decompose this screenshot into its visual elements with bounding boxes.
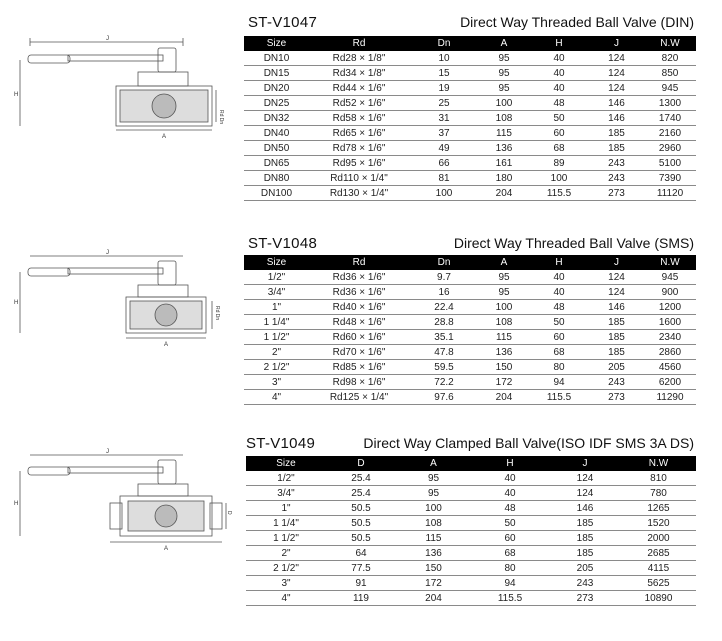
table-cell: 180: [479, 171, 529, 186]
table-cell: 185: [589, 330, 644, 345]
table-cell: 95: [479, 51, 529, 66]
table-cell: 115.5: [529, 186, 589, 201]
table-body: [244, 51, 696, 201]
table-cell: DN10: [244, 51, 309, 66]
table-cell: 108: [479, 315, 529, 330]
table-cell: 25.4: [326, 471, 396, 486]
table-cell: 115: [396, 531, 471, 546]
table-cell: 124: [549, 471, 621, 486]
table-cell: 172: [479, 375, 529, 390]
table-row: [244, 51, 696, 66]
spec-table-clamped: [246, 456, 696, 606]
table-row: [244, 186, 696, 201]
table-cell: 115: [479, 330, 529, 345]
table-cell: 820: [644, 51, 696, 66]
table-row: [244, 81, 696, 96]
table-cell: 40: [529, 51, 589, 66]
table-cell: 204: [396, 591, 471, 606]
table-cell: 150: [479, 360, 529, 375]
dim-h-label: H: [14, 300, 19, 306]
table-cell: 810: [621, 471, 696, 486]
col-header: D: [326, 456, 396, 471]
table-cell: Rd52 × 1/6": [309, 96, 409, 111]
table-cell: 1 1/2": [246, 531, 326, 546]
table-cell: 1520: [621, 516, 696, 531]
table-cell: 124: [589, 285, 644, 300]
table-cell: 243: [589, 375, 644, 390]
table-cell: 243: [549, 576, 621, 591]
table-cell: 100: [409, 186, 479, 201]
table-cell: 72.2: [409, 375, 479, 390]
table-cell: 4": [244, 390, 309, 405]
table-row: [246, 576, 696, 591]
table-cell: 7390: [644, 171, 696, 186]
table-cell: Rd110 × 1/4": [309, 171, 409, 186]
table-row: [244, 141, 696, 156]
col-header: N.W: [644, 36, 696, 51]
product-code: ST-V1049: [246, 435, 316, 452]
col-header: Size: [246, 456, 326, 471]
spec-table-sms: [244, 255, 696, 405]
table-cell: 124: [589, 66, 644, 81]
table-cell: DN65: [244, 156, 309, 171]
table-body: [246, 471, 696, 606]
table-row: [246, 531, 696, 546]
product-code: ST-V1048: [248, 235, 318, 252]
table-cell: 16: [409, 285, 479, 300]
table-cell: 10: [409, 51, 479, 66]
table-cell: Rd70 × 1/6": [309, 345, 409, 360]
table-cell: 48: [529, 300, 589, 315]
table-cell: 50: [529, 315, 589, 330]
table-cell: 136: [396, 546, 471, 561]
table-cell: 1": [244, 300, 309, 315]
table-cell: 108: [479, 111, 529, 126]
col-header: A: [396, 456, 471, 471]
table-cell: 11120: [644, 186, 696, 201]
col-header: J: [549, 456, 621, 471]
dim-h-label: H: [14, 501, 19, 507]
table-cell: 185: [589, 315, 644, 330]
table-cell: DN50: [244, 141, 309, 156]
table-cell: 91: [326, 576, 396, 591]
dim-side-label: Rd Dn: [218, 110, 224, 125]
table-cell: 15: [409, 66, 479, 81]
table-cell: 37: [409, 126, 479, 141]
dim-a-label: A: [164, 342, 169, 348]
table-cell: 1740: [644, 111, 696, 126]
table-cell: 3": [244, 375, 309, 390]
table-cell: 136: [479, 345, 529, 360]
col-header: J: [589, 36, 644, 51]
col-header: Dn: [409, 36, 479, 51]
table-cell: 185: [549, 546, 621, 561]
table-cell: 77.5: [326, 561, 396, 576]
product-title: Direct Way Threaded Ball Valve (DIN): [460, 14, 694, 30]
table-cell: 25: [409, 96, 479, 111]
table-cell: DN15: [244, 66, 309, 81]
table-row: [244, 111, 696, 126]
table-cell: 146: [589, 111, 644, 126]
table-row: [244, 96, 696, 111]
table-cell: 10890: [621, 591, 696, 606]
table-cell: 3/4": [244, 285, 309, 300]
col-header: Dn: [409, 255, 479, 270]
table-cell: 2960: [644, 141, 696, 156]
table-cell: 50.5: [326, 501, 396, 516]
table-cell: 40: [471, 486, 549, 501]
table-cell: 5100: [644, 156, 696, 171]
table-cell: 2685: [621, 546, 696, 561]
table-cell: 115: [479, 126, 529, 141]
table-cell: 89: [529, 156, 589, 171]
table-row: [246, 561, 696, 576]
table-cell: 2 1/2": [244, 360, 309, 375]
valve-drawing-din: [8, 30, 228, 145]
table-row: [244, 66, 696, 81]
table-cell: 945: [644, 81, 696, 96]
table-cell: 2160: [644, 126, 696, 141]
col-header: Size: [244, 255, 309, 270]
table-cell: Rd28 × 1/8": [309, 51, 409, 66]
table-cell: 2860: [644, 345, 696, 360]
valve-drawing-sms: [8, 246, 228, 351]
table-cell: Rd36 × 1/6": [309, 270, 409, 285]
table-cell: DN100: [244, 186, 309, 201]
table-cell: 185: [549, 516, 621, 531]
table-cell: 119: [326, 591, 396, 606]
table-cell: 5625: [621, 576, 696, 591]
table-cell: 68: [529, 141, 589, 156]
table-row: [246, 591, 696, 606]
table-cell: DN25: [244, 96, 309, 111]
table-cell: 31: [409, 111, 479, 126]
table-cell: 124: [589, 51, 644, 66]
table-cell: Rd58 × 1/6": [309, 111, 409, 126]
table-cell: 40: [529, 66, 589, 81]
spec-table-din: [244, 36, 696, 201]
table-cell: 146: [549, 501, 621, 516]
table-cell: 59.5: [409, 360, 479, 375]
table-header-row: [244, 36, 696, 51]
col-header: H: [529, 255, 589, 270]
table-cell: 273: [589, 390, 644, 405]
table-cell: 68: [529, 345, 589, 360]
table-cell: 95: [396, 471, 471, 486]
col-header: Rd: [309, 36, 409, 51]
dim-h-label: H: [14, 92, 19, 98]
table-cell: 40: [529, 285, 589, 300]
table-cell: 100: [529, 171, 589, 186]
table-cell: Rd40 × 1/6": [309, 300, 409, 315]
product-code: ST-V1047: [248, 14, 318, 31]
table-cell: 2000: [621, 531, 696, 546]
table-cell: 1 1/4": [244, 315, 309, 330]
table-row: [244, 270, 696, 285]
table-cell: 64: [326, 546, 396, 561]
table-row: [244, 360, 696, 375]
table-cell: 68: [471, 546, 549, 561]
table-cell: 95: [396, 486, 471, 501]
table-cell: 124: [589, 81, 644, 96]
table-cell: 243: [589, 156, 644, 171]
table-cell: 81: [409, 171, 479, 186]
col-header: H: [471, 456, 549, 471]
table-cell: 124: [589, 270, 644, 285]
table-cell: Rd60 × 1/6": [309, 330, 409, 345]
valve-drawing-clamped: [8, 445, 233, 555]
table-cell: 136: [479, 141, 529, 156]
table-cell: Rd34 × 1/8": [309, 66, 409, 81]
table-cell: Rd85 × 1/6": [309, 360, 409, 375]
table-cell: 172: [396, 576, 471, 591]
table-cell: 60: [471, 531, 549, 546]
table-cell: 4115: [621, 561, 696, 576]
table-cell: 146: [589, 96, 644, 111]
table-cell: 11290: [644, 390, 696, 405]
table-cell: 60: [529, 330, 589, 345]
table-cell: 4": [246, 591, 326, 606]
product-title: Direct Way Clamped Ball Valve(ISO IDF SMS 3A DS): [363, 435, 694, 451]
dim-j-label: J: [106, 36, 109, 42]
table-cell: 3": [246, 576, 326, 591]
table-cell: 50: [471, 516, 549, 531]
table-cell: 115.5: [471, 591, 549, 606]
table-row: [246, 501, 696, 516]
table-cell: Rd78 × 1/6": [309, 141, 409, 156]
table-cell: 108: [396, 516, 471, 531]
table-cell: 1 1/2": [244, 330, 309, 345]
table-cell: 40: [529, 81, 589, 96]
table-row: [246, 486, 696, 501]
table-cell: 3/4": [246, 486, 326, 501]
table-cell: 28.8: [409, 315, 479, 330]
table-row: [244, 375, 696, 390]
table-cell: 66: [409, 156, 479, 171]
table-cell: DN40: [244, 126, 309, 141]
table-cell: 97.6: [409, 390, 479, 405]
table-cell: Rd44 × 1/6": [309, 81, 409, 96]
table-cell: 2 1/2": [246, 561, 326, 576]
table-cell: 94: [471, 576, 549, 591]
col-header: Rd: [309, 255, 409, 270]
table-cell: 47.8: [409, 345, 479, 360]
table-cell: Rd125 × 1/4": [309, 390, 409, 405]
table-cell: 205: [549, 561, 621, 576]
table-cell: 94: [529, 375, 589, 390]
table-cell: 273: [549, 591, 621, 606]
table-cell: 95: [479, 270, 529, 285]
table-cell: 100: [396, 501, 471, 516]
table-cell: 161: [479, 156, 529, 171]
table-cell: DN20: [244, 81, 309, 96]
table-row: [244, 315, 696, 330]
table-row: [244, 156, 696, 171]
table-cell: 80: [471, 561, 549, 576]
table-cell: Rd65 × 1/6": [309, 126, 409, 141]
table-cell: 95: [479, 81, 529, 96]
table-cell: 40: [529, 270, 589, 285]
table-cell: 185: [589, 141, 644, 156]
table-row: [244, 330, 696, 345]
col-header: Size: [244, 36, 309, 51]
table-cell: 146: [589, 300, 644, 315]
table-cell: 124: [549, 486, 621, 501]
dim-side-label: Rd Dn: [214, 306, 220, 321]
table-cell: DN80: [244, 171, 309, 186]
table-cell: 50.5: [326, 516, 396, 531]
table-cell: 185: [589, 345, 644, 360]
dim-a-label: A: [162, 134, 167, 140]
table-cell: 35.1: [409, 330, 479, 345]
table-cell: 50: [529, 111, 589, 126]
table-cell: 780: [621, 486, 696, 501]
table-cell: 1300: [644, 96, 696, 111]
table-row: [244, 171, 696, 186]
table-cell: 205: [589, 360, 644, 375]
table-cell: 60: [529, 126, 589, 141]
table-cell: 2": [246, 546, 326, 561]
col-header: N.W: [644, 255, 696, 270]
table-row: [244, 300, 696, 315]
table-cell: 1200: [644, 300, 696, 315]
table-cell: 1/2": [246, 471, 326, 486]
table-header-row: [244, 255, 696, 270]
table-body: [244, 270, 696, 405]
table-cell: 204: [479, 390, 529, 405]
table-cell: Rd95 × 1/6": [309, 156, 409, 171]
table-cell: Rd98 × 1/6": [309, 375, 409, 390]
table-cell: 50.5: [326, 531, 396, 546]
table-cell: 19: [409, 81, 479, 96]
dim-j-label: J: [106, 250, 109, 256]
table-row: [246, 516, 696, 531]
table-cell: 1": [246, 501, 326, 516]
col-header: A: [479, 36, 529, 51]
table-cell: DN32: [244, 111, 309, 126]
col-header: J: [589, 255, 644, 270]
col-header: N.W: [621, 456, 696, 471]
table-cell: 185: [589, 126, 644, 141]
table-cell: 80: [529, 360, 589, 375]
table-cell: 185: [549, 531, 621, 546]
table-row: [244, 390, 696, 405]
table-cell: 243: [589, 171, 644, 186]
table-cell: 945: [644, 270, 696, 285]
table-cell: Rd48 × 1/6": [309, 315, 409, 330]
table-cell: 9.7: [409, 270, 479, 285]
table-cell: 900: [644, 285, 696, 300]
dim-j-label: J: [106, 449, 109, 455]
dim-side-label: D: [226, 511, 232, 515]
table-cell: 49: [409, 141, 479, 156]
table-cell: 1 1/4": [246, 516, 326, 531]
table-row: [246, 471, 696, 486]
table-cell: 95: [479, 285, 529, 300]
table-cell: 4560: [644, 360, 696, 375]
table-cell: Rd130 × 1/4": [309, 186, 409, 201]
table-cell: Rd36 × 1/6": [309, 285, 409, 300]
table-cell: 273: [589, 186, 644, 201]
table-cell: 1265: [621, 501, 696, 516]
dim-a-label: A: [164, 546, 169, 552]
table-cell: 2": [244, 345, 309, 360]
table-cell: 204: [479, 186, 529, 201]
table-cell: 115.5: [529, 390, 589, 405]
table-cell: 850: [644, 66, 696, 81]
table-cell: 22.4: [409, 300, 479, 315]
table-row: [244, 126, 696, 141]
table-cell: 100: [479, 96, 529, 111]
table-cell: 2340: [644, 330, 696, 345]
table-row: [246, 546, 696, 561]
table-row: [244, 285, 696, 300]
col-header: A: [479, 255, 529, 270]
col-header: H: [529, 36, 589, 51]
table-row: [244, 345, 696, 360]
table-cell: 6200: [644, 375, 696, 390]
table-cell: 150: [396, 561, 471, 576]
table-cell: 100: [479, 300, 529, 315]
table-cell: 1/2": [244, 270, 309, 285]
product-title: Direct Way Threaded Ball Valve (SMS): [453, 235, 694, 251]
table-cell: 1600: [644, 315, 696, 330]
table-header-row: [246, 456, 696, 471]
table-cell: 95: [479, 66, 529, 81]
table-cell: 48: [529, 96, 589, 111]
table-cell: 48: [471, 501, 549, 516]
table-cell: 40: [471, 471, 549, 486]
table-cell: 25.4: [326, 486, 396, 501]
